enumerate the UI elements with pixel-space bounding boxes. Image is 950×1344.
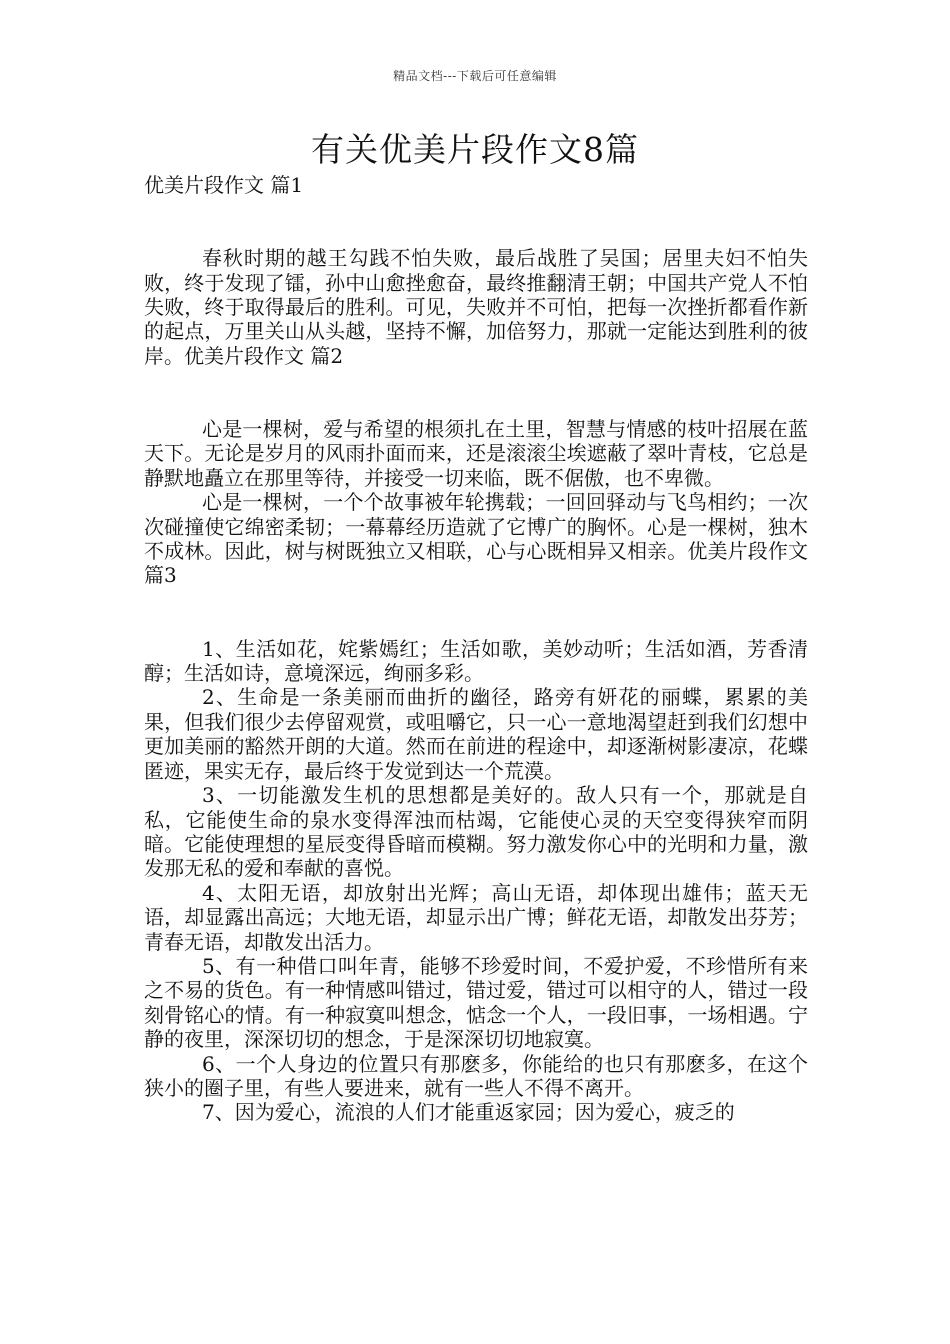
list-paragraph: 4、太阳无语，却放射出光辉；高山无语，却体现出雄伟；蓝天无语，却显露出高远；大地无语，却显示出广博；鲜花无语，却散发出芬芳；青春无语，却散发出活力。 xyxy=(144,880,808,954)
paragraph: 心是一棵树，爱与希望的根须扎在土里，智慧与情感的枝叶招展在蓝天下。无论是岁月的风雨扑面而来，还是滚滚尘埃遮蔽了翠叶青枝，它总是静默地矗立在那里等待，并接受一切来临，既不倨傲，也不卑微。 xyxy=(144,417,808,490)
paragraph xyxy=(144,490,808,588)
list-paragraph: 7、因为爱心，流浪的人们才能重返家园；因为爱心，疲乏的 xyxy=(202,1100,735,1125)
section-heading-1: 优美片段作文 篇1 xyxy=(144,173,304,197)
document-body xyxy=(144,173,808,1125)
paragraph xyxy=(144,246,808,368)
list-paragraph: 5、有一种借口叫年青，能够不珍爱时间，不爱护爱，不珍惜所有来之不易的货色。有一种情感叫错过，错过爱，错过可以相守的人，错过一段刻骨铭心的情。有一种寂寞叫想念，惦念一个人，一段旧事，一场相遇。宁静的夜里，深深切切的想念，于是深深切切地寂寞。 xyxy=(144,953,808,1052)
paragraph-text: 心是一棵树，一个个故事被年轮携载；一回回驿动与飞鸟相约；一次次碰撞使它绵密柔韧；一幕幕经历造就了它博广的胸怀。心是一棵树，独木不成林。因此，树与树既独立又相联，心与心既相异又相亲。 xyxy=(144,490,808,564)
list-paragraph: 3、一切能激发生机的思想都是美好的。敌人只有一个，那就是自私，它能使生命的泉水变得浑浊而枯竭，它能使心灵的天空变得狭窄而阴暗。它能使理想的星辰变得昏暗而模糊。努力激发你心中的光明和力量，激发那无私的爱和奉献的喜悦。 xyxy=(144,783,808,881)
list-paragraph: 6、一个人身边的位置只有那麽多，你能给的也只有那麽多，在这个狭小的圈子里，有些人要进来，就有一些人不得不离开。 xyxy=(144,1051,808,1100)
blank-space xyxy=(144,197,808,246)
blank-space xyxy=(144,368,808,417)
list-paragraph: 1、生活如花，姹紫嫣红；生活如歌，美妙动听；生活如酒，芳香清醇；生活如诗，意境深远，绚丽多彩。 xyxy=(144,636,808,686)
header-note: 精品文档---下载后可任意编辑 xyxy=(393,69,557,83)
section-heading-3: 优美片段作文 篇3 xyxy=(144,539,808,588)
paragraph-text: 春秋时期的越王勾践不怕失败，最后战胜了吴国；居里夫妇不怕失败，终于发现了镭，孙中山愈挫愈奋，最终推翻清王朝；中国共产党人不怕失败，终于取得最后的胜利。可见，失败并不可怕，把每一次挫折都看作新的起点，万里关山从头越，坚持不懈，加倍努力，那就一定能达到胜利的彼岸。 xyxy=(144,246,808,368)
list-paragraph: 2、生命是一条美丽而曲折的幽径，路旁有妍花的丽蝶，累累的美果，但我们很少去停留观赏，或咀嚼它，只一心一意地渴望赶到我们幻想中更加美丽的豁然开朗的大道。然而在前进的程途中，却逐渐树影凄凉，花蝶匿迹，果实无存，最后终于发觉到达一个荒漠。 xyxy=(144,685,808,783)
section-heading-2: 优美片段作文 篇2 xyxy=(184,343,344,368)
document-title: 有关优美片段作文8篇 xyxy=(311,130,639,169)
blank-space xyxy=(144,588,808,637)
